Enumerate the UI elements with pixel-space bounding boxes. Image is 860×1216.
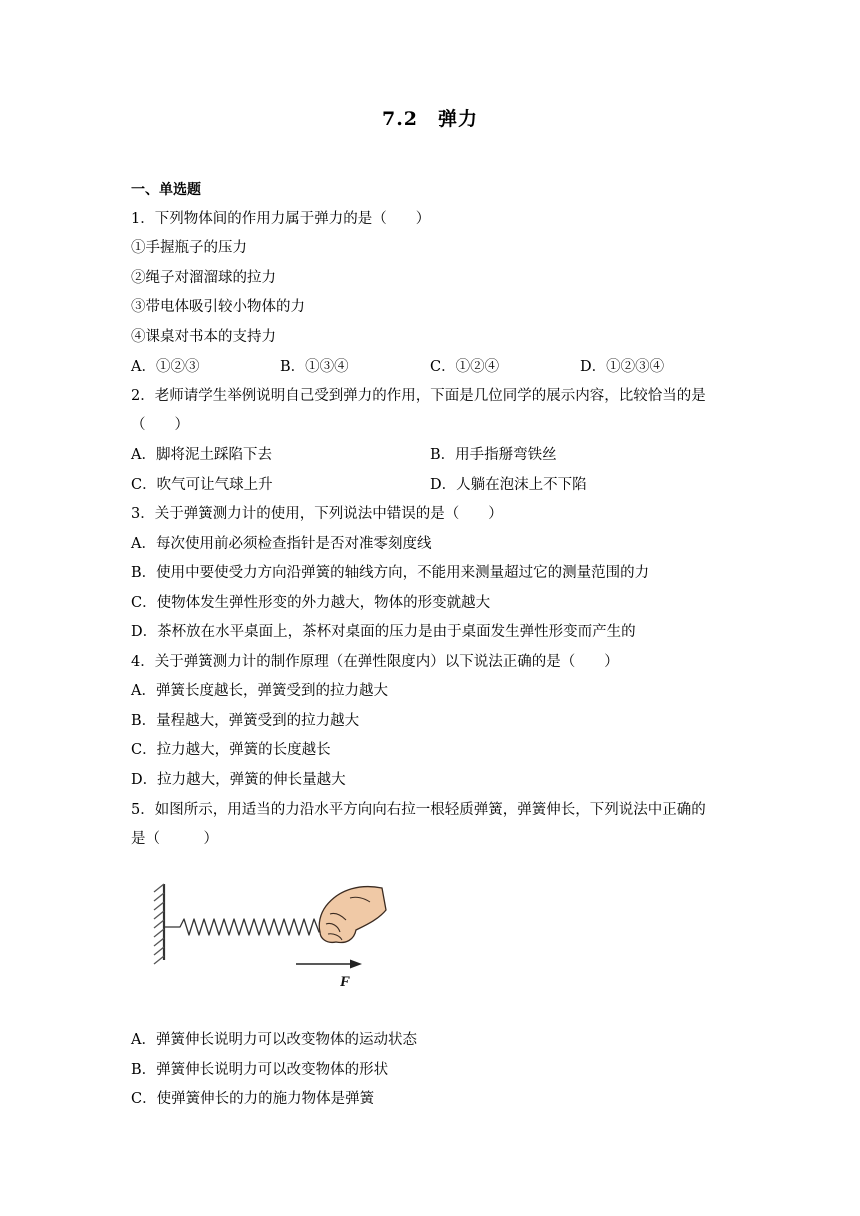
hand-illustration <box>319 887 386 943</box>
q1-item-2: ②绳子对溜溜球的拉力 <box>131 270 276 286</box>
q3-stem: 3．关于弹簧测力计的使用，下列说法中错误的是（ ） <box>131 506 503 522</box>
q5-option-b: B．弹簧伸长说明力可以改变物体的形状 <box>131 1062 389 1078</box>
q1-option-b: B．①③④ <box>280 359 349 375</box>
q1-item-1: ①手握瓶子的压力 <box>131 240 247 256</box>
page-title: 7.2 弹力 <box>381 108 479 130</box>
q4-option-b: B．量程越大，弹簧受到的拉力越大 <box>131 713 360 729</box>
q5-option-a: A．弹簧伸长说明力可以改变物体的运动状态 <box>131 1032 417 1048</box>
q2-stem-line2: （ ） <box>131 417 189 433</box>
q4-option-c: C．拉力越大，弹簧的长度越长 <box>131 742 331 758</box>
q3-option-b: B．使用中要使受力方向沿弹簧的轴线方向，不能用来测量超过它的测量范围的力 <box>131 565 650 581</box>
q5-stem-line1: 5．如图所示，用适当的力沿水平方向向右拉一根轻质弹簧，弹簧伸长，下列说法中正确的 <box>131 802 706 818</box>
q4-option-d: D．拉力越大，弹簧的伸长量越大 <box>131 772 346 788</box>
q2-stem-line1: 2．老师请学生举例说明自己受到弹力的作用，下面是几位同学的展示内容，比较恰当的是 <box>131 388 706 404</box>
spring-illustration <box>164 919 326 935</box>
q1-item-4: ④课桌对书本的支持力 <box>131 329 276 345</box>
force-label: F <box>340 974 351 990</box>
q1-stem: 1．下列物体间的作用力属于弹力的是（ ） <box>131 211 431 227</box>
q5-option-c: C．使弹簧伸长的力的施力物体是弹簧 <box>131 1091 375 1107</box>
q3-option-d: D．茶杯放在水平桌面上，茶杯对桌面的压力是由于桌面发生弹性形变而产生的 <box>131 624 636 640</box>
q2-option-a: A．脚将泥土踩陷下去 <box>131 447 272 463</box>
q3-option-a: A．每次使用前必须检查指针是否对准零刻度线 <box>131 536 432 552</box>
spring-figure <box>150 876 390 996</box>
wall-illustration <box>154 884 164 964</box>
q2-option-c: C．吹气可让气球上升 <box>131 477 273 493</box>
q2-option-b: B．用手指掰弯铁丝 <box>430 447 557 463</box>
section-heading: 一、单选题 <box>131 182 201 198</box>
q1-item-3: ③带电体吸引较小物体的力 <box>131 299 305 315</box>
q4-option-a: A．弹簧长度越长，弹簧受到的拉力越大 <box>131 683 388 699</box>
force-arrow <box>296 960 362 969</box>
q1-option-a: A．①②③ <box>131 359 200 375</box>
q2-option-d: D．人躺在泡沫上不下陷 <box>430 477 587 493</box>
q1-option-d: D．①②③④ <box>580 359 665 375</box>
q1-option-c: C．①②④ <box>430 359 500 375</box>
q5-stem-line2: 是（ ） <box>131 831 218 847</box>
q4-stem: 4．关于弹簧测力计的制作原理（在弹性限度内）以下说法正确的是（ ） <box>131 654 619 670</box>
q3-option-c: C．使物体发生弹性形变的外力越大，物体的形变就越大 <box>131 595 491 611</box>
